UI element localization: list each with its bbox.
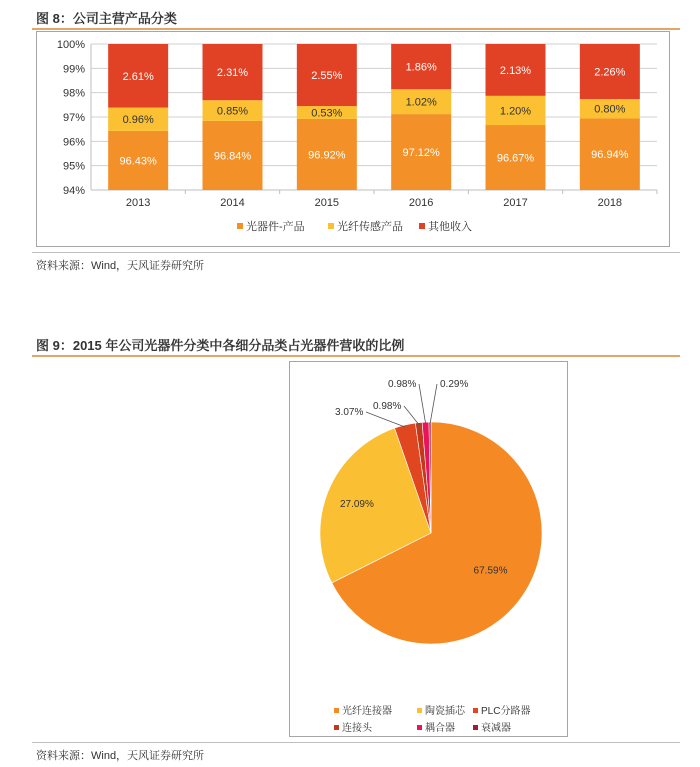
bar-x-tick-label: 2016 bbox=[408, 197, 434, 209]
bar-data-label: 0.53% bbox=[311, 107, 343, 120]
bar-data-label: 0.80% bbox=[594, 103, 626, 116]
pie-slices bbox=[320, 422, 542, 644]
pie-leader-line bbox=[430, 384, 437, 424]
bar-y-tick-label: 98% bbox=[62, 87, 85, 100]
figure8-source-rule bbox=[32, 252, 680, 253]
pie-legend-swatch bbox=[473, 708, 478, 713]
bar-data-label: 96.43% bbox=[119, 155, 157, 168]
figure9-source-rule bbox=[32, 742, 680, 743]
bar-legend-swatch bbox=[328, 223, 334, 229]
pie-slice-label: 67.59% bbox=[473, 565, 508, 577]
pie-legend-swatch bbox=[473, 725, 478, 730]
bar-y-tick-label: 100% bbox=[56, 39, 85, 51]
bar-legend-swatch bbox=[237, 223, 243, 229]
bar-x-tick-label: 2018 bbox=[597, 197, 623, 209]
pie-legend-swatch bbox=[417, 708, 422, 713]
pie-leader-line bbox=[404, 406, 419, 425]
figure8-title-rule bbox=[32, 28, 680, 30]
pie-legend-label: 耦合器 bbox=[425, 723, 455, 734]
pie-legend-label: 陶瓷插芯 bbox=[425, 706, 465, 717]
bar-data-label: 1.02% bbox=[405, 96, 437, 109]
bar-data-label: 96.94% bbox=[591, 149, 629, 162]
pie-legend-label: 光纤连接器 bbox=[342, 706, 392, 717]
pie-leader-line bbox=[419, 384, 426, 424]
bar-data-label: 2.55% bbox=[311, 70, 343, 83]
bar-y-tick-label: 96% bbox=[62, 136, 85, 149]
bar-legend-label: 光器件-产品 bbox=[246, 221, 305, 233]
pie-legend bbox=[334, 704, 530, 734]
bar-data-label: 97.12% bbox=[402, 147, 440, 160]
figure9-title: 图 9：2015 年公司光器件分类中各细分品类占光器件营收的比例 bbox=[36, 338, 405, 353]
pie-leader-line bbox=[366, 412, 405, 427]
bar-data-label: 0.96% bbox=[122, 114, 154, 127]
pie-slice-label: 27.09% bbox=[339, 498, 374, 510]
bar-data-label: 2.26% bbox=[594, 66, 626, 79]
figure9-title-rule bbox=[32, 355, 680, 357]
stacked-bar-chart bbox=[37, 32, 669, 246]
bar-data-label: 1.20% bbox=[499, 105, 532, 118]
pie-slice-label: 3.07% bbox=[335, 407, 364, 418]
bar-y-tick-label: 94% bbox=[62, 185, 85, 197]
bar-data-label: 2.13% bbox=[499, 64, 532, 77]
bar-y-tick-label: 95% bbox=[62, 160, 85, 173]
pie-legend-label: 衰减器 bbox=[481, 723, 511, 734]
bar-data-label: 2.31% bbox=[216, 67, 249, 80]
figure8-title: 图 8：公司主营产品分类 bbox=[36, 11, 177, 26]
bar-legend-label: 其他收入 bbox=[428, 221, 472, 233]
pie-legend-swatch bbox=[334, 708, 339, 713]
bar-x-tick-label: 2013 bbox=[125, 197, 151, 209]
bar-legend-label: 光纤传感产品 bbox=[337, 221, 403, 233]
bar-chart-frame bbox=[36, 31, 670, 247]
bar-legend bbox=[237, 219, 472, 233]
bar-y-tick-label: 97% bbox=[62, 112, 85, 124]
bar-data-label: 1.86% bbox=[405, 61, 437, 74]
pie-legend-swatch bbox=[334, 725, 339, 730]
bar-data-label: 96.92% bbox=[308, 149, 346, 162]
bar-x-tick-label: 2014 bbox=[220, 197, 245, 209]
pie-legend-swatch bbox=[417, 725, 422, 730]
bar-data-label: 0.85% bbox=[216, 105, 249, 118]
pie-chart-frame bbox=[289, 361, 568, 737]
figure9-source: 资料来源：Wind，天风证券研究所 bbox=[36, 750, 205, 762]
bar-grid bbox=[91, 44, 657, 194]
bar-legend-swatch bbox=[419, 223, 425, 229]
pie-legend-label: 连接头 bbox=[342, 723, 372, 734]
pie-slice-label: 0.98% bbox=[373, 401, 402, 412]
bar-y-tick-label: 99% bbox=[62, 63, 85, 76]
bar-y-tick-labels bbox=[57, 39, 85, 197]
bar-data-label: 96.84% bbox=[213, 150, 252, 163]
bar-x-tick-label: 2017 bbox=[503, 197, 528, 209]
bar-data-label: 96.67% bbox=[496, 152, 535, 165]
bar-data-label: 2.61% bbox=[122, 70, 154, 83]
figure8-source: 资料来源：Wind，天风证券研究所 bbox=[36, 260, 205, 272]
pie-legend-label: PLC分路器 bbox=[481, 706, 531, 717]
pie-chart bbox=[290, 362, 567, 736]
bar-x-tick-label: 2015 bbox=[314, 197, 340, 209]
pie-slice-label: 0.98% bbox=[388, 379, 417, 390]
pie-slice-label: 0.29% bbox=[440, 379, 469, 390]
bar-x-tick-labels bbox=[126, 197, 622, 209]
